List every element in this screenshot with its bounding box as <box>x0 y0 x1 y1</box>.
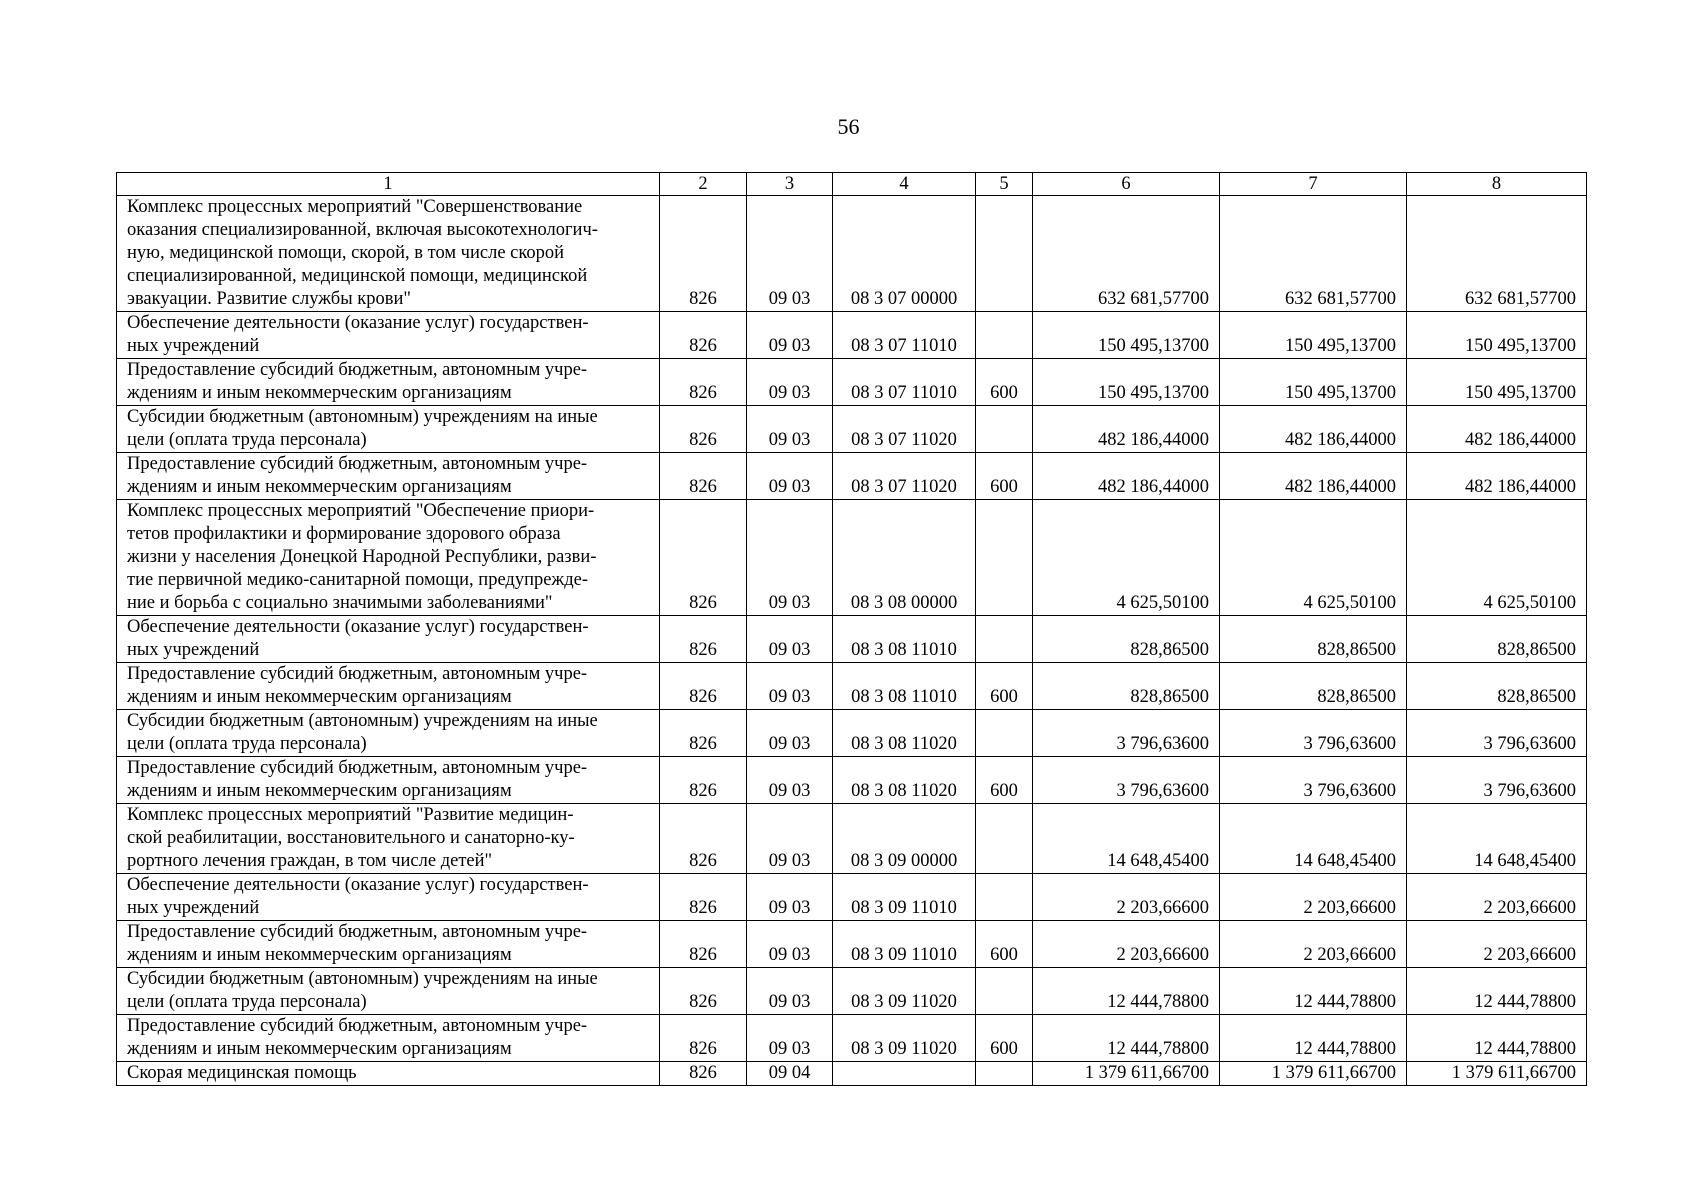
cell-amount-year-1: 3 796,63600 <box>1033 757 1220 804</box>
cell-section-code: 09 03 <box>747 663 833 710</box>
cell-target-article: 08 3 08 11010 <box>833 616 976 663</box>
cell-section-code: 09 03 <box>747 453 833 500</box>
cell-ministry-code: 826 <box>660 804 747 874</box>
table-row <box>117 1015 1587 1062</box>
cell-ministry-code: 826 <box>660 500 747 616</box>
cell-ministry-code: 826 <box>660 968 747 1015</box>
cell-amount-year-3: 14 648,45400 <box>1407 804 1587 874</box>
item-name-line: ную, медицинской помощи, скорой, в том числе скорой <box>127 243 565 263</box>
cell-expense-type <box>976 968 1033 1015</box>
item-name-line: ных учреждений <box>127 640 260 660</box>
item-name-line: ждениям и иным некоммерческим организациям <box>127 1039 512 1059</box>
cell-section-code: 09 03 <box>747 874 833 921</box>
cell-target-article: 08 3 07 11010 <box>833 312 976 359</box>
cell-ministry-code: 826 <box>660 312 747 359</box>
cell-expense-type <box>976 406 1033 453</box>
item-name-line: Обеспечение деятельности (оказание услуг) государствен- <box>127 313 589 333</box>
cell-ministry-code: 826 <box>660 1015 747 1062</box>
item-name-line: специализированной, медицинской помощи, медицинской <box>127 266 588 286</box>
cell-amount-year-1: 12 444,78800 <box>1033 1015 1220 1062</box>
cell-expense-type <box>976 1062 1033 1086</box>
item-name-line: Обеспечение деятельности (оказание услуг) государствен- <box>127 875 589 895</box>
item-name-line: цели (оплата труда персонала) <box>127 734 367 754</box>
cell-amount-year-2: 3 796,63600 <box>1220 757 1407 804</box>
item-name-line: ской реабилитации, восстановительного и санаторно-ку- <box>127 828 575 848</box>
cell-item-name <box>117 1015 660 1062</box>
cell-amount-year-3: 3 796,63600 <box>1407 710 1587 757</box>
item-name-line: Предоставление субсидий бюджетным, автономным учре- <box>127 454 588 474</box>
item-name-line: Предоставление субсидий бюджетным, автономным учре- <box>127 758 588 778</box>
cell-section-code: 09 03 <box>747 1015 833 1062</box>
cell-item-name <box>117 453 660 500</box>
cell-section-code: 09 03 <box>747 757 833 804</box>
header-col-3: 3 <box>747 173 833 196</box>
header-col-6: 6 <box>1033 173 1220 196</box>
cell-expense-type <box>976 500 1033 616</box>
cell-amount-year-1: 2 203,66600 <box>1033 874 1220 921</box>
item-name-line: цели (оплата труда персонала) <box>127 992 367 1012</box>
cell-ministry-code: 826 <box>660 406 747 453</box>
cell-target-article: 08 3 08 00000 <box>833 500 976 616</box>
cell-amount-year-3: 482 186,44000 <box>1407 453 1587 500</box>
cell-section-code: 09 03 <box>747 921 833 968</box>
item-name-line: Предоставление субсидий бюджетным, автономным учре- <box>127 360 588 380</box>
cell-amount-year-3: 828,86500 <box>1407 663 1587 710</box>
cell-ministry-code: 826 <box>660 921 747 968</box>
table-row <box>117 757 1587 804</box>
cell-amount-year-3: 482 186,44000 <box>1407 406 1587 453</box>
table-body <box>117 196 1587 1086</box>
cell-target-article: 08 3 07 11010 <box>833 359 976 406</box>
item-name-line: оказания специализированной, включая высокотехнологич- <box>127 220 598 240</box>
cell-expense-type: 600 <box>976 1015 1033 1062</box>
item-name-line: ждениям и иным некоммерческим организациям <box>127 687 512 707</box>
page-number: 56 <box>837 114 860 139</box>
cell-item-name <box>117 757 660 804</box>
cell-ministry-code: 826 <box>660 1062 747 1086</box>
cell-section-code: 09 03 <box>747 196 833 312</box>
cell-amount-year-2: 482 186,44000 <box>1220 406 1407 453</box>
cell-amount-year-3: 2 203,66600 <box>1407 921 1587 968</box>
cell-amount-year-3: 3 796,63600 <box>1407 757 1587 804</box>
cell-expense-type: 600 <box>976 359 1033 406</box>
cell-amount-year-2: 2 203,66600 <box>1220 874 1407 921</box>
cell-section-code: 09 04 <box>747 1062 833 1086</box>
budget-table <box>116 172 1587 1086</box>
item-name-line: Субсидии бюджетным (автономным) учреждениям на иные <box>127 711 598 731</box>
cell-amount-year-1: 3 796,63600 <box>1033 710 1220 757</box>
item-name-line: ных учреждений <box>127 898 260 918</box>
cell-amount-year-2: 828,86500 <box>1220 616 1407 663</box>
item-name-line: Субсидии бюджетным (автономным) учреждениям на иные <box>127 407 598 427</box>
item-name-line: ждениям и иным некоммерческим организациям <box>127 945 512 965</box>
cell-target-article: 08 3 08 11020 <box>833 710 976 757</box>
item-name-line: ждениям и иным некоммерческим организациям <box>127 477 512 497</box>
table-row <box>117 500 1587 616</box>
cell-amount-year-3: 150 495,13700 <box>1407 312 1587 359</box>
cell-item-name <box>117 663 660 710</box>
cell-target-article: 08 3 07 11020 <box>833 453 976 500</box>
cell-item-name <box>117 874 660 921</box>
cell-section-code: 09 03 <box>747 312 833 359</box>
item-name-line: Обеспечение деятельности (оказание услуг) государствен- <box>127 617 589 637</box>
cell-item-name <box>117 196 660 312</box>
cell-ministry-code: 826 <box>660 874 747 921</box>
cell-amount-year-3: 632 681,57700 <box>1407 196 1587 312</box>
cell-amount-year-1: 14 648,45400 <box>1033 804 1220 874</box>
cell-amount-year-3: 828,86500 <box>1407 616 1587 663</box>
item-name-line: жизни у населения Донецкой Народной Республики, разви- <box>127 547 597 567</box>
cell-section-code: 09 03 <box>747 710 833 757</box>
item-name-line: Субсидии бюджетным (автономным) учреждениям на иные <box>127 969 598 989</box>
cell-amount-year-3: 2 203,66600 <box>1407 874 1587 921</box>
cell-expense-type <box>976 196 1033 312</box>
item-name-line: Комплекс процессных мероприятий "Совершенствование <box>127 197 583 217</box>
table-row <box>117 1062 1587 1086</box>
cell-amount-year-1: 150 495,13700 <box>1033 359 1220 406</box>
item-name-line: Предоставление субсидий бюджетным, автономным учре- <box>127 922 588 942</box>
header-col-5: 5 <box>976 173 1033 196</box>
table-row <box>117 616 1587 663</box>
cell-target-article: 08 3 07 00000 <box>833 196 976 312</box>
cell-expense-type: 600 <box>976 921 1033 968</box>
item-name-line: тетов профилактики и формирование здорового образа <box>127 524 561 544</box>
cell-amount-year-3: 1 379 611,66700 <box>1407 1062 1587 1086</box>
cell-expense-type <box>976 710 1033 757</box>
cell-item-name <box>117 406 660 453</box>
cell-section-code: 09 03 <box>747 500 833 616</box>
cell-amount-year-1: 12 444,78800 <box>1033 968 1220 1015</box>
cell-amount-year-1: 632 681,57700 <box>1033 196 1220 312</box>
table-row <box>117 921 1587 968</box>
cell-target-article: 08 3 09 11010 <box>833 874 976 921</box>
item-name-line: ждениям и иным некоммерческим организациям <box>127 383 512 403</box>
cell-amount-year-1: 828,86500 <box>1033 616 1220 663</box>
item-name-line: тие первичной медико-санитарной помощи, предупрежде- <box>127 570 589 590</box>
cell-amount-year-1: 1 379 611,66700 <box>1033 1062 1220 1086</box>
cell-section-code: 09 03 <box>747 968 833 1015</box>
cell-target-article: 08 3 08 11010 <box>833 663 976 710</box>
cell-ministry-code: 826 <box>660 663 747 710</box>
table-row <box>117 710 1587 757</box>
cell-expense-type <box>976 312 1033 359</box>
cell-target-article: 08 3 09 00000 <box>833 804 976 874</box>
item-name-line: рортного лечения граждан, в том числе детей" <box>127 851 493 871</box>
item-name-line: ждениям и иным некоммерческим организациям <box>127 781 512 801</box>
cell-item-name <box>117 710 660 757</box>
cell-item-name <box>117 359 660 406</box>
header-col-1: 1 <box>117 173 660 196</box>
item-name-line: цели (оплата труда персонала) <box>127 430 367 450</box>
cell-amount-year-2: 150 495,13700 <box>1220 312 1407 359</box>
cell-item-name <box>117 500 660 616</box>
cell-expense-type <box>976 804 1033 874</box>
item-name-line: ных учреждений <box>127 336 260 356</box>
cell-item-name <box>117 804 660 874</box>
cell-target-article: 08 3 07 11020 <box>833 406 976 453</box>
table-row <box>117 312 1587 359</box>
cell-amount-year-2: 2 203,66600 <box>1220 921 1407 968</box>
cell-item-name <box>117 921 660 968</box>
table-row <box>117 196 1587 312</box>
cell-section-code: 09 03 <box>747 616 833 663</box>
cell-target-article: 08 3 09 11020 <box>833 1015 976 1062</box>
cell-amount-year-3: 150 495,13700 <box>1407 359 1587 406</box>
table-row <box>117 359 1587 406</box>
cell-expense-type <box>976 874 1033 921</box>
cell-amount-year-3: 12 444,78800 <box>1407 1015 1587 1062</box>
cell-expense-type: 600 <box>976 663 1033 710</box>
header-col-4: 4 <box>833 173 976 196</box>
cell-target-article <box>833 1062 976 1086</box>
table-row <box>117 453 1587 500</box>
cell-amount-year-1: 482 186,44000 <box>1033 406 1220 453</box>
item-name-line: Предоставление субсидий бюджетным, автономным учре- <box>127 664 588 684</box>
cell-expense-type: 600 <box>976 757 1033 804</box>
header-col-7: 7 <box>1220 173 1407 196</box>
item-name-line: ние и борьба с социально значимыми заболеваниями" <box>127 593 553 613</box>
header-col-8: 8 <box>1407 173 1587 196</box>
cell-amount-year-1: 2 203,66600 <box>1033 921 1220 968</box>
cell-expense-type <box>976 616 1033 663</box>
cell-target-article: 08 3 09 11020 <box>833 968 976 1015</box>
cell-ministry-code: 826 <box>660 710 747 757</box>
table-row <box>117 804 1587 874</box>
table-row <box>117 968 1587 1015</box>
cell-amount-year-1: 482 186,44000 <box>1033 453 1220 500</box>
cell-amount-year-2: 3 796,63600 <box>1220 710 1407 757</box>
item-name-line: Комплекс процессных мероприятий "Обеспечение приори- <box>127 501 595 521</box>
cell-amount-year-2: 828,86500 <box>1220 663 1407 710</box>
cell-section-code: 09 03 <box>747 804 833 874</box>
item-name-line: эвакуации. Развитие службы крови" <box>127 289 411 309</box>
cell-item-name <box>117 968 660 1015</box>
table-row <box>117 663 1587 710</box>
cell-amount-year-2: 4 625,50100 <box>1220 500 1407 616</box>
cell-amount-year-3: 12 444,78800 <box>1407 968 1587 1015</box>
item-name-line: Предоставление субсидий бюджетным, автономным учре- <box>127 1016 588 1036</box>
table-row <box>117 406 1587 453</box>
cell-expense-type: 600 <box>976 453 1033 500</box>
cell-target-article: 08 3 09 11010 <box>833 921 976 968</box>
cell-item-name <box>117 616 660 663</box>
cell-ministry-code: 826 <box>660 453 747 500</box>
cell-item-name <box>117 312 660 359</box>
cell-amount-year-1: 828,86500 <box>1033 663 1220 710</box>
cell-amount-year-2: 1 379 611,66700 <box>1220 1062 1407 1086</box>
cell-amount-year-2: 14 648,45400 <box>1220 804 1407 874</box>
item-name-line: Комплекс процессных мероприятий "Развитие медицин- <box>127 805 574 825</box>
cell-amount-year-1: 150 495,13700 <box>1033 312 1220 359</box>
cell-amount-year-2: 482 186,44000 <box>1220 453 1407 500</box>
item-name-line: Скорая медицинская помощь <box>127 1063 357 1083</box>
cell-ministry-code: 826 <box>660 616 747 663</box>
cell-amount-year-3: 4 625,50100 <box>1407 500 1587 616</box>
cell-section-code: 09 03 <box>747 359 833 406</box>
cell-amount-year-2: 150 495,13700 <box>1220 359 1407 406</box>
cell-section-code: 09 03 <box>747 406 833 453</box>
cell-amount-year-2: 12 444,78800 <box>1220 968 1407 1015</box>
cell-amount-year-1: 4 625,50100 <box>1033 500 1220 616</box>
cell-ministry-code: 826 <box>660 757 747 804</box>
cell-ministry-code: 826 <box>660 196 747 312</box>
cell-ministry-code: 826 <box>660 359 747 406</box>
cell-amount-year-2: 12 444,78800 <box>1220 1015 1407 1062</box>
cell-item-name <box>117 1062 660 1086</box>
cell-amount-year-2: 632 681,57700 <box>1220 196 1407 312</box>
header-col-2: 2 <box>660 173 747 196</box>
cell-target-article: 08 3 08 11020 <box>833 757 976 804</box>
header-row <box>117 173 1587 196</box>
table-row <box>117 874 1587 921</box>
